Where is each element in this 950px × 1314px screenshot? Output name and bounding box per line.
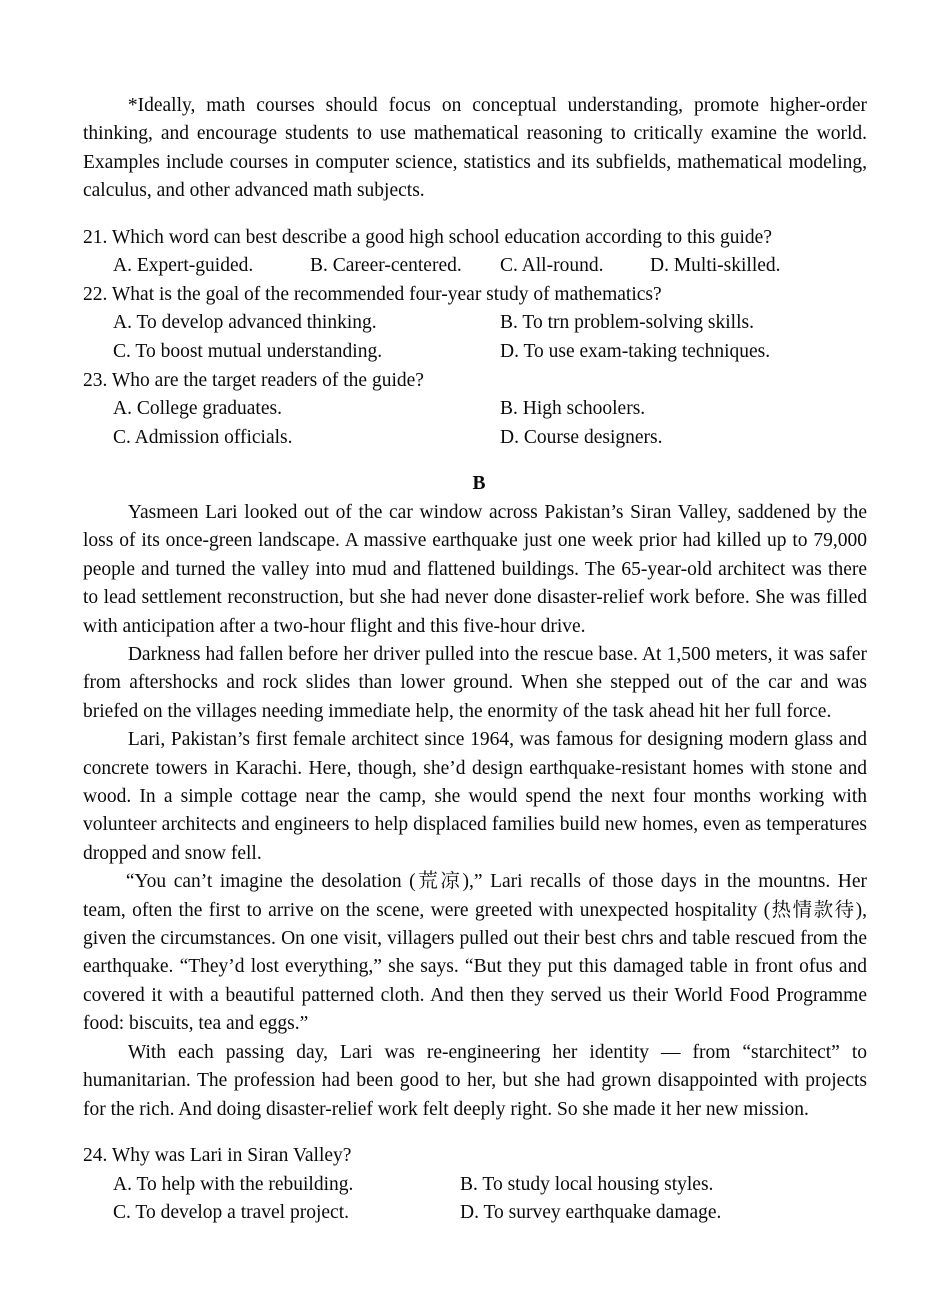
question-24-options-row-2: [83, 1199, 867, 1228]
question-24-options-row-1: [83, 1171, 867, 1200]
question-21-option-c[interactable]: C. All-round.: [500, 255, 604, 277]
question-23: [83, 367, 867, 453]
question-23-option-d[interactable]: D. Course designers.: [500, 426, 663, 448]
question-21-option-b[interactable]: B. Career-centered.: [310, 255, 462, 277]
question-22-option-b[interactable]: B. To trn problem-solving skills.: [500, 312, 754, 334]
question-23-option-a[interactable]: A. College graduates.: [113, 398, 282, 420]
question-22-stem: 22. What is the goal of the recommended four-year study of mathematics?: [83, 283, 662, 305]
spacer: [83, 206, 867, 224]
question-23-options-row-1: [83, 395, 867, 424]
page-content: [83, 92, 867, 1228]
spacer: [83, 1124, 867, 1142]
question-24-option-d[interactable]: D. To survey earthquake damage.: [460, 1202, 722, 1224]
question-24: [83, 1142, 867, 1228]
question-23-option-c[interactable]: C. Admission officials.: [113, 426, 293, 448]
question-23-options-row-2: [83, 424, 867, 453]
question-23-stem: 23. Who are the target readers of the guide?: [83, 369, 424, 391]
passage-b-paragraph-1: Yasmeen Lari looked out of the car window across Pakistan’s Siran Valley, saddened by the loss of its once-green landscape. A massive earthquake just one week prior had killed up to 79,000 people and turned the valley into mud and flattened buildings. The 65-year-old architect was there to lead settlement reconstruction, but she had never done disaster-relief work before. She was filled with anticipation after a two-hour flight and this five-hour drive.: [83, 501, 867, 637]
question-22: [83, 281, 867, 367]
question-22-option-c[interactable]: C. To boost mutual understanding.: [113, 341, 383, 362]
question-21-option-a[interactable]: A. Expert-guided.: [113, 255, 254, 277]
question-21-options: [83, 252, 867, 281]
spacer: [83, 452, 867, 470]
passage-b-paragraph-5: With each passing day, Lari was re-engineering her identity — from “starchitect” to humanitarian. The profession had been good to her, but she had grown disappointed with projects for the rich. And doing disaster-relief work felt deeply right. So she made it her new mission.: [83, 1041, 867, 1120]
question-21: [83, 224, 867, 281]
section-b-heading: B: [472, 473, 486, 495]
question-23-option-b[interactable]: B. High schoolers.: [500, 398, 646, 420]
question-24-option-b[interactable]: B. To study local housing styles.: [460, 1173, 714, 1195]
passage-b-paragraph-4: “You can’t imagine the desolation (荒凉),” Lari recalls of those days in the mountns. Her team, often the first to arrive on the scene, were greeted with unexpected hospitality (热情款待), given the circumstances. On one visit, villagers pulled out their best chrs and table rescued from the earthquake. “They’d lost everything,” she says. “But they put this damaged table in front ofus and covered it with a beautiful patterned cloth. And then they served us their World Food Programme food: biscuits, tea and eggs.”: [83, 871, 867, 1035]
question-22-options-row-2: [83, 338, 867, 367]
question-24-option-c[interactable]: C. To develop a travel project.: [113, 1202, 349, 1224]
passage-b-paragraph-3: Lari, Pakistan’s first female architect since 1964, was famous for designing modern glass and concrete towers in Karachi. Here, though, she’d design earthquake-resistant homes with stone and wood. In a simple cottage near the camp, she would spend the next four months working with volunteer architects and engineers to help displaced families build new homes, even as temperatures dropped and snow fell.: [83, 729, 867, 864]
question-22-option-a[interactable]: A. To develop advanced thinking.: [113, 312, 377, 334]
question-22-option-d[interactable]: D. To use exam-taking techniques.: [500, 341, 771, 362]
passage-b-paragraph-2: Darkness had fallen before her driver pulled into the rescue base. At 1,500 meters, it was safer from aftershocks and rock slides than lower ground. When she stepped out of the car and was briefed on the villages needing immediate help, the enormity of the task ahead hit her full force.: [83, 644, 867, 722]
paragraph-math-footnote: *Ideally, math courses should focus on conceptual understanding, promote higher-order thinking, and encourage students to use mathematical reasoning to critically examine the world. Examples include courses in computer science, statistics and its subfields, mathematical modeling, calculus, and other advanced math subjects.: [83, 95, 867, 202]
question-21-option-d[interactable]: D. Multi-skilled.: [650, 255, 781, 277]
question-24-stem: 24. Why was Lari in Siran Valley?: [83, 1144, 352, 1166]
question-24-option-a[interactable]: A. To help with the rebuilding.: [113, 1173, 354, 1195]
question-21-stem: 21. Which word can best describe a good high school education according to this guide?: [83, 226, 772, 248]
question-22-options-row-1: [83, 309, 867, 338]
